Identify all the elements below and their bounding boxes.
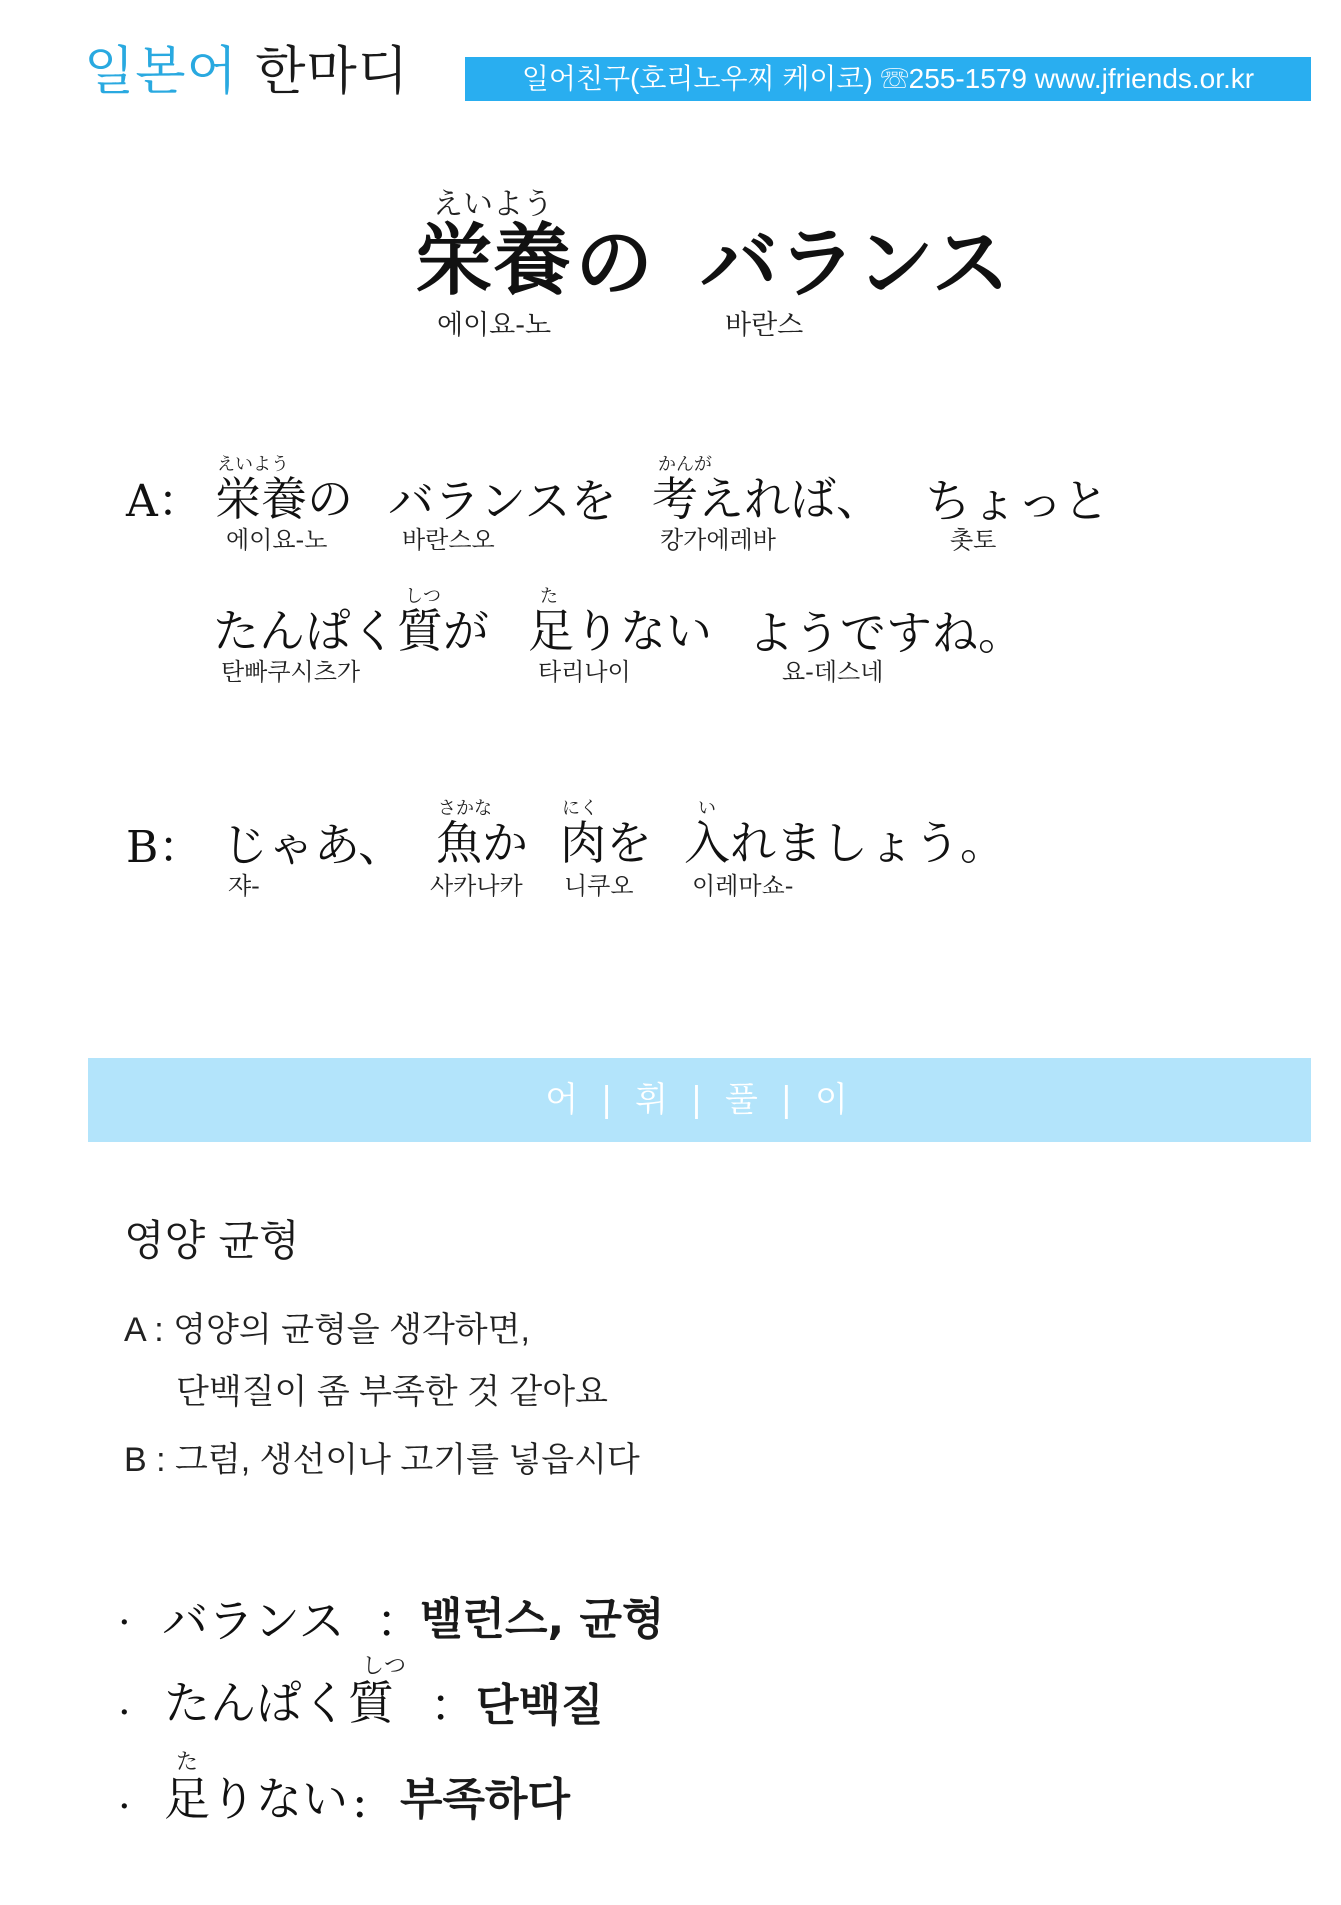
translation-a-line-1: A : 영양의 균형을 생각하면, bbox=[124, 1311, 530, 1349]
title-rest: 한마디 bbox=[255, 42, 409, 102]
title-reading-2: 바란스 bbox=[725, 310, 804, 341]
furigana: い bbox=[698, 798, 716, 819]
word: 考えれば、 bbox=[652, 472, 882, 526]
reading: 캉가에레바 bbox=[660, 526, 776, 554]
title-reading-1: 에이요-노 bbox=[437, 310, 552, 341]
translation-a-line-2: 단백질이 좀 부족한 것 같아요 bbox=[176, 1373, 608, 1411]
title-no: の bbox=[575, 218, 654, 309]
dialogue-b-word-2 bbox=[436, 798, 528, 870]
vocab-term-2 bbox=[164, 1654, 407, 1730]
vocab-separator: : bbox=[352, 1774, 368, 1828]
word: 足りない bbox=[164, 1772, 348, 1826]
reading: 쟈- bbox=[228, 872, 260, 900]
reading: 타리나이 bbox=[538, 658, 631, 686]
vocab-meaning-3: 부족하다 bbox=[400, 1774, 571, 1825]
furigana: かんが bbox=[658, 454, 712, 475]
word: 足りない bbox=[528, 604, 712, 658]
reading: 사카나카 bbox=[430, 872, 523, 900]
vocab-bullet: · bbox=[118, 1784, 131, 1830]
vocab-term-3 bbox=[164, 1750, 348, 1826]
word: たんぱく質が bbox=[213, 604, 489, 658]
translation-b-line: B : 그럼, 생선이나 고기를 넣읍시다 bbox=[124, 1441, 640, 1479]
dialogue-a-word-3 bbox=[652, 454, 882, 526]
furigana: しつ bbox=[405, 586, 441, 607]
furigana: た bbox=[540, 586, 558, 607]
reading: 요-데스네 bbox=[782, 658, 884, 686]
reading: 에이요-노 bbox=[226, 526, 328, 554]
dialogue-a-word-2: バランスを bbox=[388, 474, 617, 528]
dialogue-a-word-5 bbox=[213, 586, 489, 658]
word: 栄養の bbox=[215, 472, 353, 526]
word: たんぱく質 bbox=[164, 1676, 394, 1730]
word: 魚か bbox=[436, 816, 528, 870]
dialogue-a-word-6 bbox=[528, 586, 712, 658]
dialogue-b-word-1: じゃあ、 bbox=[222, 818, 405, 872]
title-kanji-text: 栄養 bbox=[415, 215, 572, 306]
title-kanji-furigana: えいよう bbox=[433, 187, 553, 222]
word: 肉を bbox=[560, 816, 652, 870]
vocab-meaning-2: 단백질 bbox=[476, 1680, 604, 1731]
vocab-bullet: · bbox=[118, 1690, 131, 1736]
furigana: しつ bbox=[362, 1654, 407, 1679]
dialogue-b-word-4 bbox=[684, 798, 1006, 870]
furigana: た bbox=[176, 1750, 199, 1775]
furigana: さかな bbox=[438, 798, 492, 819]
title-katakana: バランス bbox=[700, 218, 1010, 309]
speaker-b: B： bbox=[126, 822, 203, 873]
reading: 탄빠쿠시츠가 bbox=[221, 658, 361, 686]
page-title bbox=[84, 42, 409, 102]
vocab-term-1: バランス bbox=[162, 1594, 345, 1648]
reading: 촛토 bbox=[950, 526, 997, 554]
dialogue-a-word-7: ようですね。 bbox=[748, 606, 1024, 660]
vocab-section-header: 어 | 휘 | 풀 | 이 bbox=[88, 1058, 1311, 1142]
dialogue-a-word-1 bbox=[215, 454, 353, 526]
dialogue-b-word-3 bbox=[560, 798, 652, 870]
reading: 바란스오 bbox=[402, 526, 495, 554]
title-kanji bbox=[415, 187, 572, 306]
contact-bar: 일어친구(호리노우찌 케이코) ☏255-1579 www.jfriends.or.kr bbox=[465, 57, 1311, 101]
vocab-separator: ： bbox=[430, 1678, 476, 1732]
speaker-a: A： bbox=[126, 476, 202, 527]
vocab-bullet: · bbox=[118, 1600, 131, 1646]
reading: 이레마쇼- bbox=[692, 872, 794, 900]
furigana: にく bbox=[562, 798, 598, 819]
title-accent: 일본어 bbox=[84, 42, 238, 102]
reading: 니쿠오 bbox=[564, 872, 634, 900]
vocab-meaning-1: 밸런스, 균형 bbox=[420, 1594, 665, 1645]
dialogue-a-word-4: ちょっと bbox=[925, 474, 1109, 528]
translation-title: 영양 균형 bbox=[124, 1216, 300, 1265]
vocab-separator: ： bbox=[376, 1594, 422, 1648]
word: 入れましょう。 bbox=[684, 816, 1006, 870]
furigana: えいよう bbox=[217, 454, 289, 475]
